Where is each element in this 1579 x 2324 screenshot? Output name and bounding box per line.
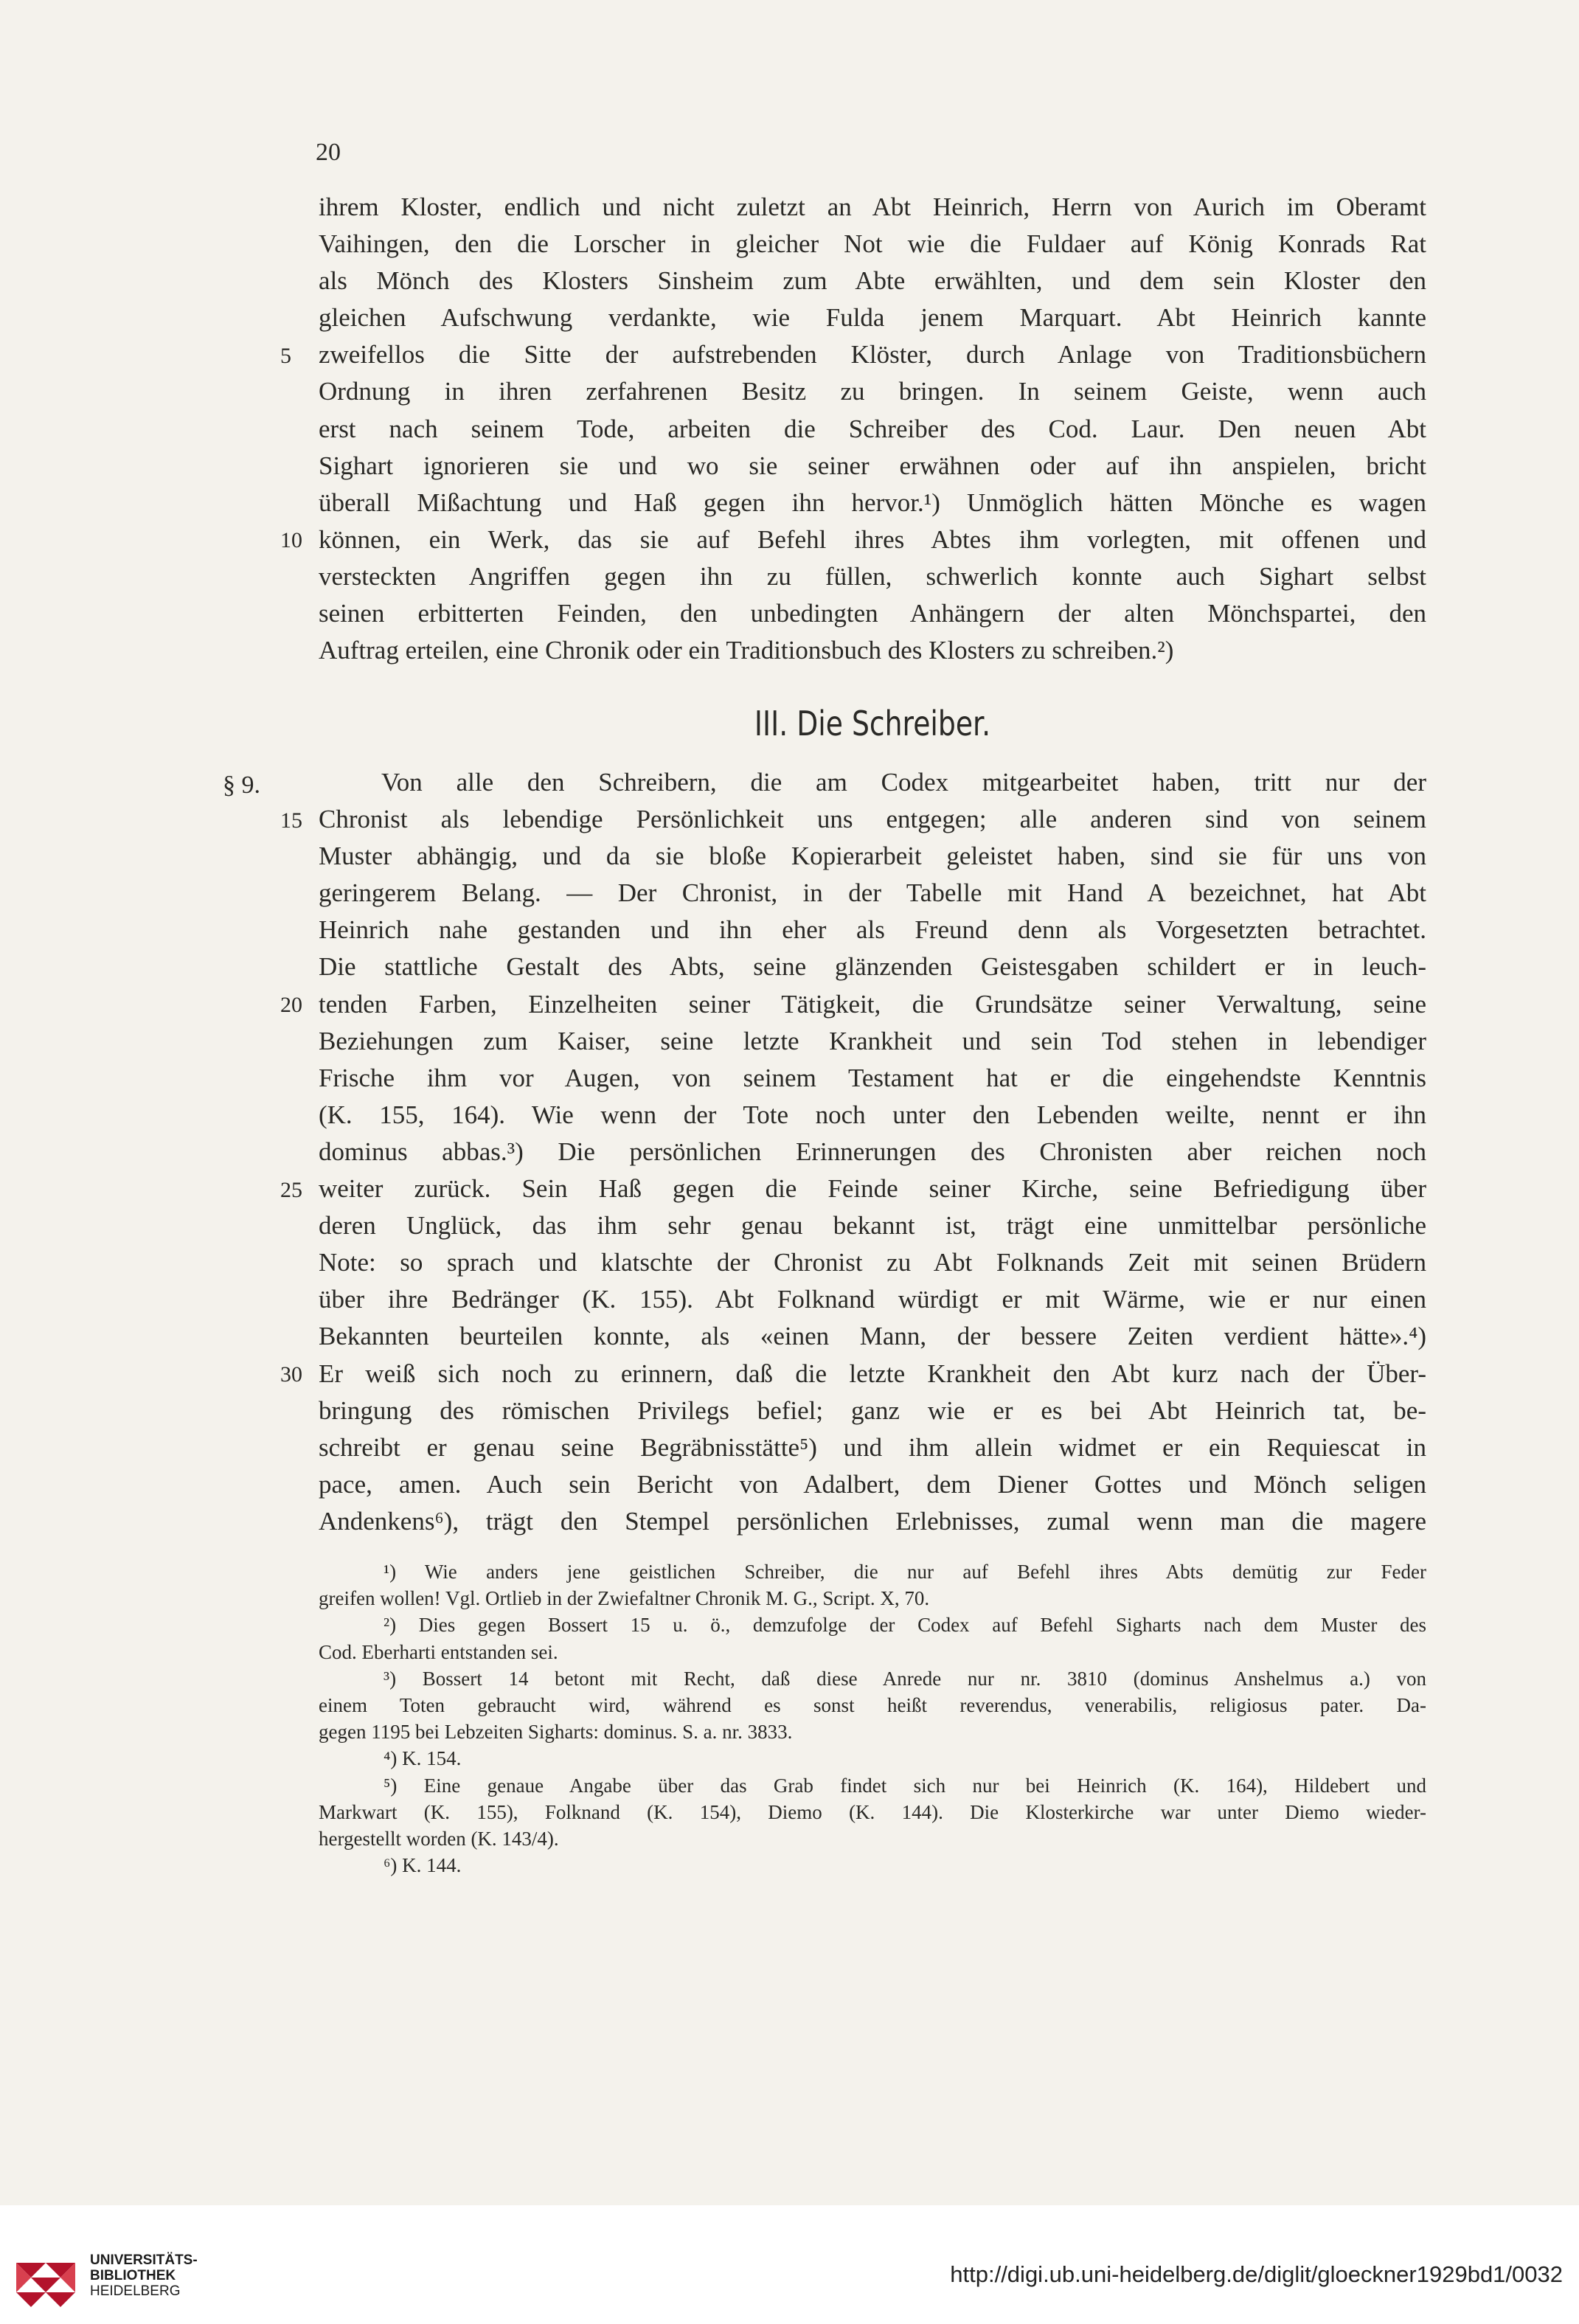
text-line: versteckten Angriffen gegen ihn zu füllen, schwerlich konnte auch Sighart selbst: [319, 561, 1426, 591]
paragraph-1: [319, 189, 1426, 669]
source-url-link[interactable]: http://digi.ub.uni-heidelberg.de/diglit/gloeckner1929bd1/0032: [950, 2261, 1563, 2287]
text-line: deren Unglück, das ihm sehr genau bekannt ist, trägt eine unmittelbar persönliche: [319, 1211, 1426, 1241]
text-line: weiter zurück. Sein Haß gegen die Feinde seiner Kirche, seine Befriedigung über: [319, 1174, 1426, 1204]
footnote-line: greifen wollen! Vgl. Ortlieb in der Zwiefaltner Chronik M. G., Script. X, 70.: [319, 1587, 930, 1610]
line-number: 10: [280, 528, 302, 552]
text-line: Andenkens⁶), trägt den Stempel persönlichen Erlebnisses, zumal wenn man die magere: [319, 1506, 1426, 1536]
line-number: 30: [280, 1362, 302, 1387]
text-line: Beziehungen zum Kaiser, seine letzte Krankheit und sein Tod stehen in lebendiger: [319, 1026, 1426, 1055]
footnote-line: Cod. Eberharti entstanden sei.: [319, 1640, 558, 1663]
text-line: Auftrag erteilen, eine Chronik oder ein Traditionsbuch des Klosters zu schreiben.²): [319, 636, 1174, 665]
text-line: Ordnung in ihren zerfahrenen Besitz zu bringen. In seinem Geiste, wenn auch: [319, 377, 1426, 406]
text-line: über ihre Bedränger (K. 155). Abt Folknand würdigt er mit Wärme, wie er nur einen: [319, 1285, 1426, 1314]
text-line: Von alle den Schreibern, die am Codex mitgearbeitet haben, tritt nur der: [381, 768, 1426, 797]
text-line: Chronist als lebendige Persönlichkeit uns entgegen; alle anderen sind von seinem: [319, 805, 1426, 834]
text-line: Bekannten beurteilen konnte, als «einen Mann, der bessere Zeiten verdient hätte».⁴): [319, 1322, 1426, 1351]
text-line: Muster abhängig, und da sie bloße Kopierarbeit geleistet haben, sind sie für uns von: [319, 842, 1426, 871]
section-mark: § 9.: [223, 771, 260, 799]
footnote-line: ²) Dies gegen Bossert 15 u. ö., demzufolge der Codex auf Befehl Sigharts nach dem Muster des: [384, 1614, 1426, 1637]
footnote-line: ³) Bossert 14 betont mit Recht, daß diese Anrede nur nr. 3810 (dominus Anshelmus a.) von: [384, 1667, 1426, 1690]
text-line: gleichen Aufschwung verdankte, wie Fulda jenem Marquart. Abt Heinrich kannte: [319, 303, 1426, 333]
text-line: schreibt er genau seine Begräbnisstätte⁵) und ihm allein widmet er ein Requiescat in: [319, 1432, 1426, 1462]
footnote-line: ⁵) Eine genaue Angabe über das Grab findet sich nur bei Heinrich (K. 164), Hildebert und: [384, 1774, 1426, 1797]
footnote-line: hergestellt worden (K. 143/4).: [319, 1827, 559, 1850]
library-name-line: BIBLIOTHEK: [90, 2268, 176, 2283]
line-number: 25: [280, 1178, 302, 1202]
text-line: bringung des römischen Privilegs befiel; ganz wie er es bei Abt Heinrich tat, be-: [319, 1395, 1426, 1425]
text-line: überall Mißachtung und Haß gegen ihn hervor.¹) Unmöglich hätten Mönche es wagen: [319, 488, 1426, 517]
text-line: (K. 155, 164). Wie wenn der Tote noch unter den Lebenden weilte, nennt er ihn: [319, 1100, 1426, 1129]
text-line: seinen erbitterten Feinden, den unbedingten Anhängern der alten Mönchspartei, den: [319, 599, 1426, 628]
footnote-line: Markwart (K. 155), Folknand (K. 154), Diemo (K. 144). Die Klosterkirche war unter Diemo wieder-: [319, 1800, 1426, 1823]
library-name-line: UNIVERSITÄTS-: [90, 2252, 198, 2268]
text-line: dominus abbas.³) Die persönlichen Erinnerungen des Chronisten aber reichen noch: [319, 1137, 1426, 1166]
text-line: zweifellos die Sitte der aufstrebenden Klöster, durch Anlage von Traditionsbüchern: [319, 340, 1426, 370]
line-number: 5: [280, 344, 291, 368]
section-heading: III. Die Schreiber.: [754, 704, 991, 743]
library-footer: [0, 2205, 1579, 2324]
library-name: [90, 2252, 198, 2299]
line-number: 20: [280, 993, 302, 1017]
library-logo-icon[interactable]: [9, 2241, 83, 2314]
text-line: erst nach seinem Tode, arbeiten die Schreiber des Cod. Laur. Den neuen Abt: [319, 414, 1426, 443]
footnotes: [319, 1558, 1426, 1879]
footnote-line: ⁶) K. 144.: [384, 1854, 462, 1877]
text-line: ihrem Kloster, endlich und nicht zuletzt an Abt Heinrich, Herrn von Aurich im Oberamt: [319, 192, 1426, 221]
text-line: Frische ihm vor Augen, von seinem Testament hat er die eingehendste Kenntnis: [319, 1063, 1426, 1092]
text-line: können, ein Werk, das sie auf Befehl ihres Abtes ihm vorlegten, mit offenen und: [319, 524, 1426, 554]
footnote-line: gegen 1195 bei Lebzeiten Sigharts: dominus. S. a. nr. 3833.: [319, 1721, 793, 1744]
footnote-line: ¹) Wie anders jene geistlichen Schreiber, die nur auf Befehl ihres Abts demütig zur Feder: [384, 1561, 1426, 1583]
text-line: tenden Farben, Einzelheiten seiner Tätigkeit, die Grundsätze seiner Verwaltung, seine: [319, 989, 1426, 1019]
line-number: 15: [280, 808, 302, 833]
text-line: Er weiß sich noch zu erinnern, daß die letzte Krankheit den Abt kurz nach der Über-: [319, 1359, 1426, 1388]
text-line: geringerem Belang. — Der Chronist, in der Tabelle mit Hand A bezeichnet, hat Abt: [319, 878, 1426, 908]
text-line: Sighart ignorieren sie und wo sie seiner erwähnen oder auf ihn anspielen, bricht: [319, 451, 1426, 480]
footnote-line: ⁴) K. 154.: [384, 1747, 462, 1770]
paragraph-2: [319, 764, 1426, 1540]
footnote-line: einem Toten gebraucht wird, während es sonst heißt reverendus, venerabilis, religiosus pater. Da-: [319, 1693, 1426, 1716]
text-line: Die stattliche Gestalt des Abts, seine glänzenden Geistesgaben schildert er in leuch-: [319, 952, 1426, 982]
text-line: Heinrich nahe gestanden und ihn eher als Freund denn als Vorgesetzten betrachtet.: [319, 915, 1426, 945]
page-number: 20: [316, 139, 341, 166]
text-line: pace, amen. Auch sein Bericht von Adalbert, dem Diener Gottes und Mönch seligen: [319, 1469, 1426, 1499]
text-line: Note: so sprach und klatschte der Chronist zu Abt Folknands Zeit mit seinen Brüdern: [319, 1248, 1426, 1277]
text-line: als Mönch des Klosters Sinsheim zum Abte erwählten, und dem sein Kloster den: [319, 266, 1426, 296]
library-name-line: HEIDELBERG: [90, 2283, 181, 2299]
text-line: Vaihingen, den die Lorscher in gleicher Not wie die Fuldaer auf König Konrads Rat: [319, 229, 1426, 259]
